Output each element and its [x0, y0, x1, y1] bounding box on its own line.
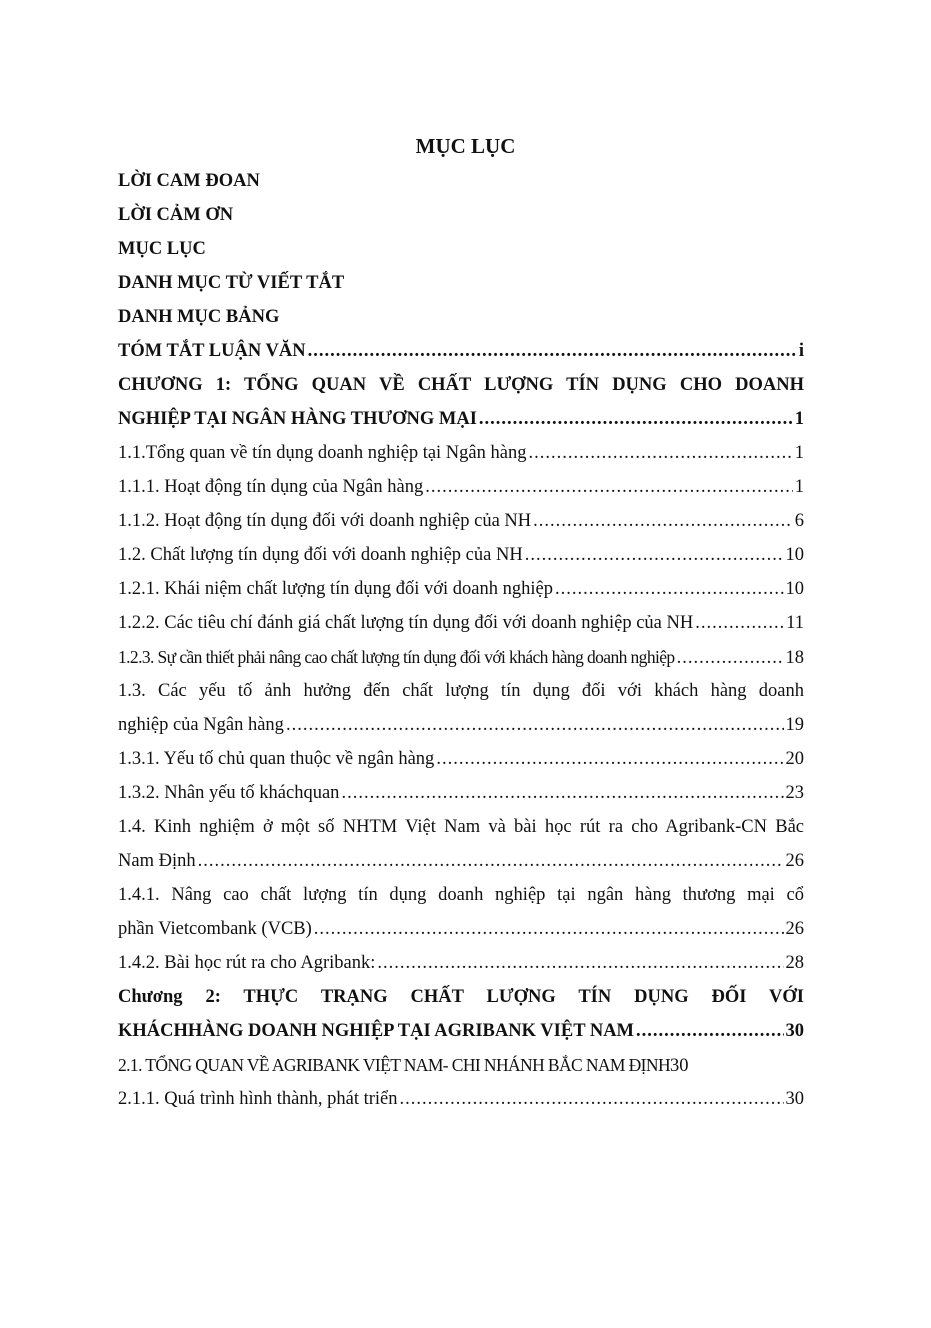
- dot-leader: [400, 1082, 784, 1116]
- toc-entry-text: 2.1. TỔNG QUAN VỀ AGRIBANK VIỆT NAM- CHI NHÁNH BẮC NAM ĐỊNH: [118, 1055, 670, 1075]
- toc-page-number: 1: [794, 443, 804, 463]
- toc-entry-text: 1.1.Tổng quan về tín dụng doanh nghiệp tại Ngân hàng: [118, 443, 527, 463]
- toc-page-number: 20: [785, 749, 804, 769]
- toc-page-number: 11: [786, 613, 804, 633]
- dot-leader: [425, 470, 793, 504]
- toc-entry-text: KHÁCHHÀNG DOANH NGHIỆP TẠI AGRIBANK VIỆT NAM: [118, 1021, 635, 1041]
- toc-entry-text: 1.4. Kinh nghiệm ở một số NHTM Việt Nam và bài học rút ra cho Agribank-CN Bắc: [118, 817, 804, 837]
- toc-entry-text: LỜI CẢM ƠN: [118, 205, 234, 225]
- toc-entry: [118, 538, 804, 572]
- dot-leader: [286, 708, 784, 742]
- toc-entry: [118, 708, 804, 742]
- toc-page-number: 26: [785, 919, 804, 939]
- toc-page-number: 23: [785, 783, 804, 803]
- toc-entry: [118, 266, 804, 300]
- toc-entry-text: Nam Định: [118, 851, 196, 871]
- dot-leader: [314, 912, 784, 946]
- toc-page-number: 18: [785, 648, 804, 668]
- dot-leader: [436, 742, 783, 776]
- toc-entry-text: 1.4.2. Bài học rút ra cho Agribank:: [118, 953, 376, 973]
- toc-page-number: 30: [785, 1021, 804, 1041]
- toc-page-number: 1: [794, 409, 804, 429]
- toc-entry-text: 1.2.2. Các tiêu chí đánh giá chất lượng tín dụng đối với doanh nghiệp của NH: [118, 613, 694, 633]
- toc-page-number: 1: [794, 477, 804, 497]
- toc-entry: [118, 198, 804, 232]
- toc-entry: [118, 878, 804, 912]
- toc-entry-text: CHƯƠNG 1: TỔNG QUAN VỀ CHẤT LƯỢNG TÍN DỤNG CHO DOANH: [118, 375, 804, 395]
- toc-entry-text: 1.2.1. Khái niệm chất lượng tín dụng đối với doanh nghiệp: [118, 579, 553, 599]
- toc-entry: [118, 572, 804, 606]
- toc-entry: [118, 844, 804, 878]
- dot-leader: [525, 538, 784, 572]
- toc-page-number: 26: [785, 851, 804, 871]
- toc-entry: [118, 300, 804, 334]
- toc-entry: [118, 470, 804, 504]
- toc-entry-text: 1.2. Chất lượng tín dụng đối với doanh nghiệp của NH: [118, 545, 523, 565]
- toc-entry: [118, 504, 804, 538]
- toc-entry: [118, 402, 804, 436]
- toc-entry: [118, 436, 804, 470]
- toc-entry: [118, 368, 804, 402]
- toc-entry-text: phần Vietcombank (VCB): [118, 919, 312, 939]
- toc-entry-text: 2.1.1. Quá trình hình thành, phát triển: [118, 1089, 398, 1109]
- dot-leader: [636, 1014, 783, 1048]
- toc-entry-text: nghiệp của Ngân hàng: [118, 715, 284, 735]
- dot-leader: [677, 641, 784, 674]
- toc-page-number: 30: [670, 1056, 689, 1076]
- toc-page-number: 28: [785, 953, 804, 973]
- toc-entry-text: Chương 2: THỰC TRẠNG CHẤT LƯỢNG TÍN DỤNG ĐỐI VỚI: [118, 987, 804, 1007]
- toc-page-number: i: [798, 341, 804, 361]
- dot-leader: [695, 606, 784, 640]
- toc-entry: [118, 334, 804, 368]
- toc-entry-text: TÓM TẮT LUẬN VĂN: [118, 341, 306, 361]
- toc-entry-text: 1.3.1. Yếu tố chủ quan thuộc về ngân hàng: [118, 749, 435, 769]
- dot-leader: [479, 402, 793, 436]
- table-of-contents: [118, 164, 804, 1116]
- toc-page-number: 10: [785, 579, 804, 599]
- toc-entry-text: 1.2.3. Sự cần thiết phải nâng cao chất lượng tín dụng đối với khách hàng doanh nghiệp: [118, 647, 675, 667]
- toc-entry-text: 1.4.1. Nâng cao chất lượng tín dụng doanh nghiệp tại ngân hàng thương mại cổ: [118, 885, 804, 905]
- toc-page-number: 10: [785, 545, 804, 565]
- dot-leader: [198, 844, 784, 878]
- toc-page-number: 6: [794, 511, 804, 531]
- toc-entry: [118, 810, 804, 844]
- toc-entry: [118, 742, 804, 776]
- toc-entry: [118, 1048, 804, 1082]
- toc-entry: [118, 776, 804, 810]
- dot-leader: [555, 572, 784, 606]
- toc-page-number: 19: [785, 715, 804, 735]
- toc-entry-text: 1.3.2. Nhân yếu tố kháchquan: [118, 783, 340, 803]
- dot-leader: [377, 946, 783, 980]
- toc-entry: [118, 640, 804, 674]
- toc-entry-text: 1.3. Các yếu tố ảnh hưởng đến chất lượng tín dụng đối với khách hàng doanh: [118, 681, 804, 701]
- toc-entry-text: DANH MỤC BẢNG: [118, 307, 280, 327]
- toc-entry: [118, 606, 804, 640]
- toc-entry: [118, 980, 804, 1014]
- dot-leader: [528, 436, 792, 470]
- toc-entry-text: 1.1.1. Hoạt động tín dụng của Ngân hàng: [118, 477, 424, 497]
- toc-entry-text: 1.1.2. Hoạt động tín dụng đối với doanh nghiệp của NH: [118, 511, 532, 531]
- toc-entry: [118, 912, 804, 946]
- toc-entry: [118, 1014, 804, 1048]
- toc-entry-text: NGHIỆP TẠI NGÂN HÀNG THƯƠNG MẠI: [118, 409, 477, 429]
- toc-entry-text: DANH MỤC TỪ VIẾT TẮT: [118, 273, 345, 293]
- toc-entry: [118, 1082, 804, 1116]
- toc-entry-text: LỜI CAM ĐOAN: [118, 171, 260, 191]
- toc-page-number: 30: [785, 1089, 804, 1109]
- dot-leader: [308, 334, 797, 368]
- toc-entry: [118, 164, 804, 198]
- dot-leader: [533, 504, 793, 538]
- page-title: MỤC LỤC: [415, 134, 516, 158]
- toc-entry: [118, 674, 804, 708]
- toc-entry: [118, 946, 804, 980]
- dot-leader: [341, 776, 783, 810]
- toc-entry-text: MỤC LỤC: [118, 239, 206, 259]
- toc-entry: [118, 232, 804, 266]
